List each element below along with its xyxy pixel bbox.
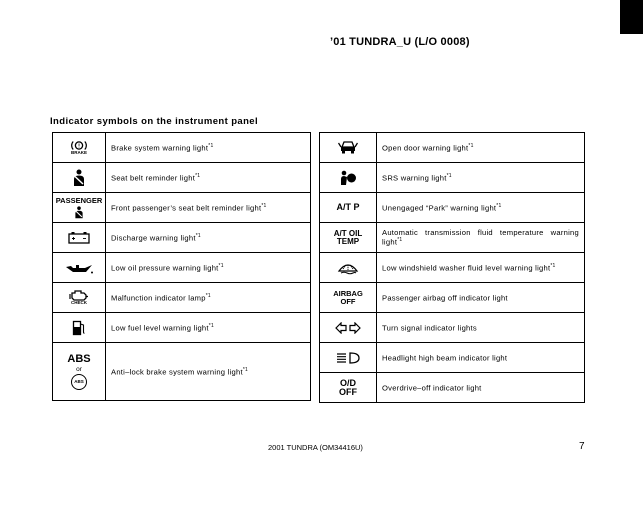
indicator-label: Low fuel level warning light [111, 323, 209, 333]
indicator-label: Automatic transmission fluid temperature warning light [382, 228, 579, 247]
symbol-cell [320, 193, 377, 223]
footnote-mark: *1 [468, 142, 474, 149]
airbag-off-text: OFF [340, 296, 356, 306]
indicator-label: Passenger airbag off indicator light [382, 293, 508, 303]
brake-icon-label: BRAKE [70, 149, 87, 155]
table-row [53, 133, 311, 163]
od-off-text: OFF [339, 386, 357, 397]
abs-circle-icon: ABS [71, 374, 87, 390]
description-cell [377, 253, 585, 283]
indicator-label: Open door warning light [382, 143, 469, 153]
indicator-label: Anti–lock brake system warning light [111, 367, 243, 377]
high-beam-icon [336, 352, 360, 364]
abs-icon [53, 353, 105, 390]
turn-signal-icon [335, 322, 361, 334]
description-cell [377, 343, 585, 373]
symbol-cell [320, 133, 377, 163]
table-row [53, 343, 311, 401]
indicator-label: Malfunction indicator lamp [111, 293, 206, 303]
table-row [53, 193, 311, 223]
symbol-cell [53, 253, 106, 283]
description-cell [106, 223, 311, 253]
symbol-cell [320, 223, 377, 253]
page-number: 7 [579, 441, 585, 452]
footnote-mark: *1 [208, 142, 214, 149]
oil-can-icon [64, 262, 94, 274]
description-cell [106, 133, 311, 163]
description-cell [377, 223, 585, 253]
indicator-label: Turn signal indicator lights [382, 323, 477, 333]
table-row [53, 313, 311, 343]
footnote-mark: *1 [195, 172, 201, 179]
table-row [320, 253, 585, 283]
washer-fluid-icon [337, 260, 359, 275]
description-cell [377, 373, 585, 403]
symbol-cell [53, 193, 106, 223]
footnote-mark: *1 [208, 322, 214, 329]
engine-check-label: CHECK [70, 300, 87, 306]
table-row [53, 253, 311, 283]
abs-or-text: or [76, 366, 82, 373]
indicator-label: Headlight high beam indicator light [382, 353, 508, 363]
fuel-pump-icon [72, 320, 86, 336]
description-cell [377, 193, 585, 223]
symbol-cell [320, 343, 377, 373]
footnote-mark: *1 [195, 232, 201, 239]
overdrive-off-icon [320, 379, 376, 397]
symbol-cell [320, 373, 377, 403]
footnote-mark: *1 [550, 262, 556, 269]
footnote-mark: *1 [218, 262, 224, 269]
srs-airbag-icon [339, 170, 357, 186]
description-cell [106, 163, 311, 193]
indicator-label: Seat belt reminder light [111, 173, 196, 183]
at-oil-text: A/T OIL [333, 228, 363, 238]
table-row [320, 343, 585, 373]
open-door-icon [338, 140, 358, 155]
symbol-cell [320, 313, 377, 343]
table-row [53, 223, 311, 253]
indicator-label: Unengaged “Park” warning light [382, 203, 497, 213]
footnote-mark: *1 [397, 237, 403, 244]
at-park-icon: A/T P [336, 201, 360, 212]
symbol-cell [53, 163, 106, 193]
battery-icon [68, 231, 90, 244]
footnote-mark: *1 [446, 172, 452, 179]
description-cell [106, 313, 311, 343]
symbol-cell [53, 283, 106, 313]
indicator-label: Overdrive–off indicator light [382, 383, 482, 393]
footnote-mark: *1 [496, 202, 502, 209]
airbag-text: AIRBAG [333, 289, 363, 298]
temp-text: TEMP [336, 236, 360, 246]
symbol-cell [320, 163, 377, 193]
description-cell [377, 133, 585, 163]
description-cell [106, 253, 311, 283]
table-row [320, 193, 585, 223]
airbag-off-icon [320, 290, 376, 305]
table-row [53, 163, 311, 193]
table-row [320, 313, 585, 343]
seat-belt-icon [71, 169, 87, 187]
passenger-seat-belt-icon [73, 206, 85, 219]
table-row [320, 223, 585, 253]
symbol-cell [53, 343, 106, 401]
symbol-cell [53, 133, 106, 163]
footnote-mark: *1 [205, 292, 211, 299]
page-header: ’01 TUNDRA_U (L/O 0008) [330, 36, 470, 48]
description-cell [106, 193, 311, 223]
left-indicator-table [52, 132, 311, 401]
corner-tab [620, 0, 643, 34]
symbol-cell [320, 283, 377, 313]
footnote-mark: *1 [242, 366, 249, 373]
passenger-label: PASSENGER [55, 196, 103, 206]
description-cell [106, 283, 311, 313]
symbol-cell [53, 223, 106, 253]
table-row [320, 133, 585, 163]
description-cell [377, 163, 585, 193]
footnote-mark: *1 [261, 202, 267, 209]
table-row [53, 283, 311, 313]
abs-text-icon: ABS [67, 352, 91, 365]
right-indicator-table [319, 132, 585, 403]
table-row [320, 373, 585, 403]
description-cell [377, 313, 585, 343]
symbol-cell [53, 313, 106, 343]
description-cell [377, 283, 585, 313]
indicator-label: SRS warning light [382, 173, 447, 183]
indicator-label: Low oil pressure warning light [111, 263, 219, 273]
at-oil-temp-icon [320, 230, 376, 246]
table-row [320, 163, 585, 193]
section-title: Indicator symbols on the instrument panel [50, 116, 259, 127]
page-footer: 2001 TUNDRA (OM34416U) [268, 443, 363, 452]
symbol-cell [320, 253, 377, 283]
description-cell [106, 343, 311, 401]
od-text: O/D [339, 377, 356, 388]
indicator-label: Discharge warning light [111, 233, 196, 243]
indicator-label: Brake system warning light [111, 143, 209, 153]
table-row [320, 283, 585, 313]
svg-text:!: ! [78, 143, 80, 150]
indicator-label: Front passenger’s seat belt reminder light [111, 203, 262, 213]
indicator-label: Low windshield washer fluid level warning light [382, 263, 551, 273]
